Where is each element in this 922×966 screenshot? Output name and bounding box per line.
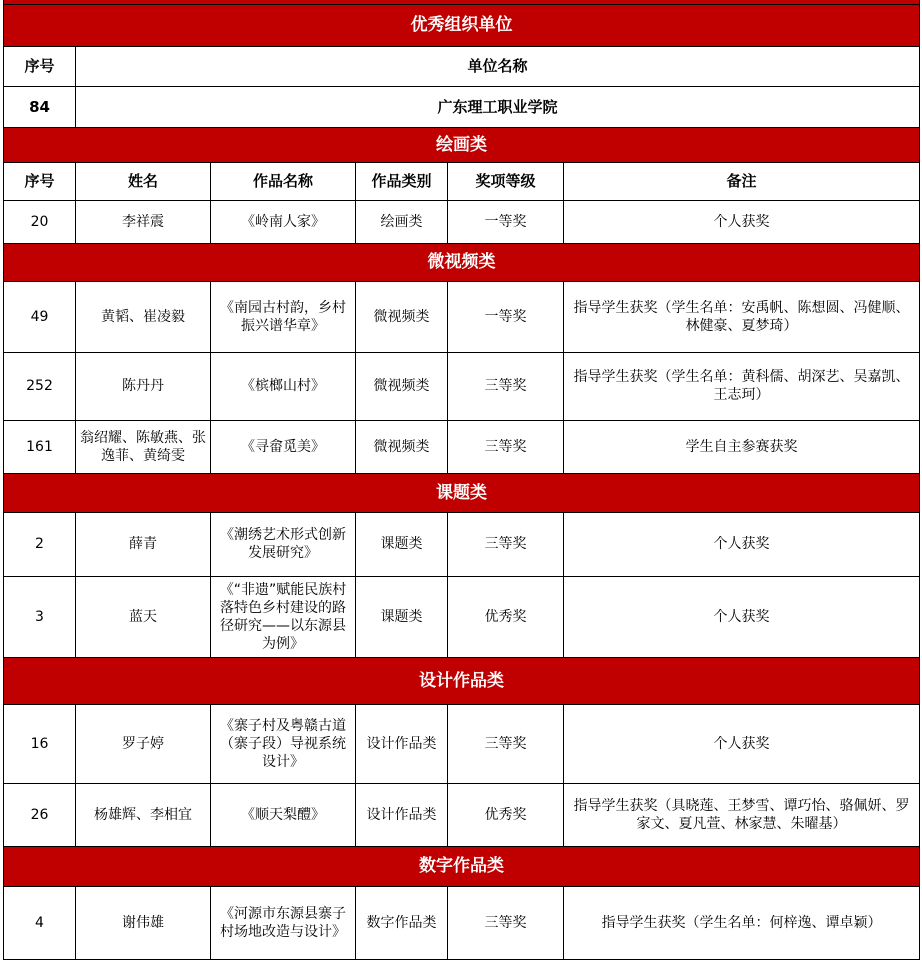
section-band-org — [4, 4, 920, 46]
cell-category: 设计作品类 — [356, 783, 448, 846]
cell-name: 罗子婷 — [76, 704, 211, 783]
column-header-row — [4, 162, 920, 200]
cell-work: 《潮绣艺术形式创新发展研究》 — [211, 512, 356, 576]
header-category: 作品类别 — [356, 162, 448, 200]
awards-table — [3, 0, 920, 960]
org-no: 84 — [4, 86, 76, 127]
cell-remark: 指导学生获奖（学生名单：何梓逸、谭卓颖） — [564, 886, 920, 959]
cell-name: 李祥震 — [76, 200, 211, 243]
cell-no: 161 — [4, 420, 76, 473]
table-row — [4, 281, 920, 352]
table-row — [4, 886, 920, 959]
cell-remark: 个人获奖 — [564, 200, 920, 243]
table-row — [4, 704, 920, 783]
section-band — [4, 243, 920, 281]
cell-work: 《槟榔山村》 — [211, 352, 356, 420]
cell-name: 翁绍耀、陈敏燕、张逸菲、黄绮雯 — [76, 420, 211, 473]
cell-work: 《寨子村及粤赣古道（寨子段）导视系统设计》 — [211, 704, 356, 783]
section-title: 课题类 — [4, 473, 920, 512]
org-header-row — [4, 46, 920, 86]
cell-level: 三等奖 — [448, 886, 564, 959]
cell-level: 一等奖 — [448, 281, 564, 352]
table-row — [4, 512, 920, 576]
cell-category: 微视频类 — [356, 352, 448, 420]
section-title: 设计作品类 — [4, 657, 920, 704]
table-row — [4, 783, 920, 846]
cell-name: 黄韬、崔凌毅 — [76, 281, 211, 352]
cell-category: 微视频类 — [356, 281, 448, 352]
cell-name: 谢伟雄 — [76, 886, 211, 959]
cell-level: 三等奖 — [448, 352, 564, 420]
header-unit: 单位名称 — [76, 46, 920, 86]
cell-category: 课题类 — [356, 512, 448, 576]
cell-work: 《寻畲觅美》 — [211, 420, 356, 473]
cell-work: 《河源市东源县寨子村场地改造与设计》 — [211, 886, 356, 959]
cell-category: 课题类 — [356, 576, 448, 657]
cell-work: 《岭南人家》 — [211, 200, 356, 243]
header-no: 序号 — [4, 162, 76, 200]
section-title: 微视频类 — [4, 243, 920, 281]
cell-level: 一等奖 — [448, 200, 564, 243]
cell-no: 49 — [4, 281, 76, 352]
section-title: 优秀组织单位 — [4, 4, 920, 46]
cell-level: 优秀奖 — [448, 783, 564, 846]
header-no: 序号 — [4, 46, 76, 86]
section-band — [4, 657, 920, 704]
cell-name: 蓝天 — [76, 576, 211, 657]
cell-remark: 个人获奖 — [564, 704, 920, 783]
cell-work: 《顺天梨醴》 — [211, 783, 356, 846]
cell-level: 三等奖 — [448, 420, 564, 473]
cell-name: 陈丹丹 — [76, 352, 211, 420]
header-name: 姓名 — [76, 162, 211, 200]
section-title: 数字作品类 — [4, 846, 920, 886]
header-work: 作品名称 — [211, 162, 356, 200]
header-remark: 备注 — [564, 162, 920, 200]
table-row — [4, 420, 920, 473]
cell-work: 《“非遗”赋能民族村落特色乡村建设的路径研究——以东源县为例》 — [211, 576, 356, 657]
cell-name: 薛青 — [76, 512, 211, 576]
cell-category: 绘画类 — [356, 200, 448, 243]
cell-remark: 指导学生获奖（学生名单：黄科儒、胡深艺、吴嘉凯、王志珂） — [564, 352, 920, 420]
org-data-row — [4, 86, 920, 127]
cell-category: 设计作品类 — [356, 704, 448, 783]
cell-level: 三等奖 — [448, 512, 564, 576]
cell-category: 微视频类 — [356, 420, 448, 473]
cell-no: 252 — [4, 352, 76, 420]
table-row — [4, 352, 920, 420]
cell-category: 数字作品类 — [356, 886, 448, 959]
cell-no: 20 — [4, 200, 76, 243]
table-row — [4, 576, 920, 657]
cell-level: 优秀奖 — [448, 576, 564, 657]
org-unit: 广东理工职业学院 — [76, 86, 920, 127]
header-level: 奖项等级 — [448, 162, 564, 200]
cell-remark: 个人获奖 — [564, 576, 920, 657]
cell-no: 4 — [4, 886, 76, 959]
table-row — [4, 200, 920, 243]
cell-name: 杨雄辉、李相宜 — [76, 783, 211, 846]
cell-work: 《南园古村韵，乡村振兴谱华章》 — [211, 281, 356, 352]
cell-no: 3 — [4, 576, 76, 657]
cell-remark: 指导学生获奖（学生名单：安禹帆、陈想圆、冯健顺、林健豪、夏梦琦） — [564, 281, 920, 352]
cell-remark: 个人获奖 — [564, 512, 920, 576]
section-title: 绘画类 — [4, 127, 920, 162]
cell-no: 16 — [4, 704, 76, 783]
cell-no: 26 — [4, 783, 76, 846]
section-band — [4, 127, 920, 162]
cell-remark: 学生自主参赛获奖 — [564, 420, 920, 473]
cell-level: 三等奖 — [448, 704, 564, 783]
section-band — [4, 846, 920, 886]
cell-remark: 指导学生获奖（具晓莲、王梦雪、谭巧怡、骆佩妍、罗家文、夏凡萱、林家慧、朱曜基） — [564, 783, 920, 846]
section-band — [4, 473, 920, 512]
cell-no: 2 — [4, 512, 76, 576]
